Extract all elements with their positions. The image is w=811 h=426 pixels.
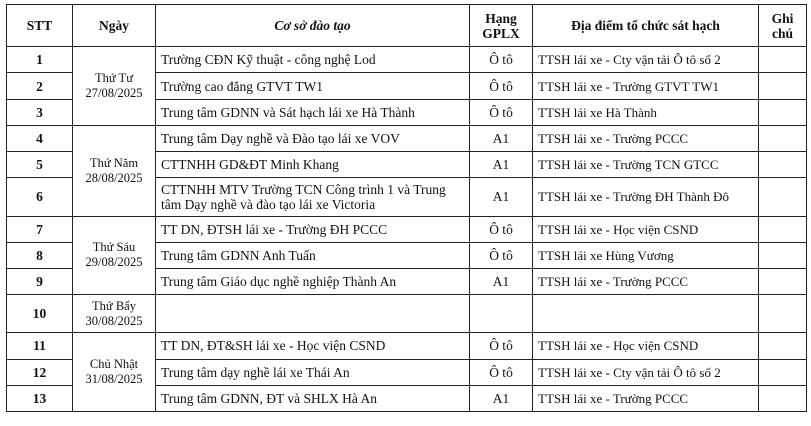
row-hang: A1: [470, 178, 533, 216]
row-dia-diem: TTSH lái xe - Học viện CSND: [533, 216, 759, 242]
row-co-so: CTTNHH MTV Trường TCN Công trình 1 và Trung tâm Dạy nghề và đào tạo lái xe Victoria: [156, 178, 470, 216]
row-stt: 4: [7, 125, 73, 151]
row-co-so: Trung tâm GDNN, ĐT và SHLX Hà An: [156, 385, 470, 411]
row-hang: Ô tô: [470, 47, 533, 73]
day-cell: [73, 333, 156, 412]
row-co-so: CTTNHH GD&ĐT Minh Khang: [156, 152, 470, 178]
row-hang: Ô tô: [470, 73, 533, 99]
day-date: 29/08/2025: [85, 255, 143, 270]
row-stt: 12: [7, 359, 73, 385]
row-ghi-chu: [759, 333, 807, 359]
row-co-so: TT DN, ĐTSH lái xe - Trường ĐH PCCC: [156, 216, 470, 242]
row-co-so: Trung tâm GDNN Anh Tuấn: [156, 242, 470, 268]
day-date: 30/08/2025: [85, 313, 143, 328]
row-stt: 11: [7, 333, 73, 359]
row-ghi-chu: [759, 216, 807, 242]
row-dia-diem: TTSH lái xe - Trường PCCC: [533, 125, 759, 151]
row-ghi-chu: [759, 125, 807, 151]
row-ghi-chu: [759, 73, 807, 99]
row-ghi-chu: [759, 359, 807, 385]
day-weekday: Thứ Tư: [95, 71, 133, 86]
table-row: [7, 295, 807, 333]
row-stt: 10: [7, 295, 73, 333]
row-dia-diem: TTSH lái xe - Cty vận tải Ô tô số 2: [533, 359, 759, 385]
header-ghi-chu: [759, 5, 807, 47]
exam-schedule-table: [6, 4, 807, 412]
day-date: 31/08/2025: [85, 372, 143, 387]
row-co-so: Trung tâm Giáo dục nghề nghiệp Thành An: [156, 268, 470, 294]
row-ghi-chu: [759, 242, 807, 268]
table-header-row: [7, 5, 807, 47]
row-ghi-chu: [759, 99, 807, 125]
day-date: 27/08/2025: [85, 86, 143, 101]
row-hang: Ô tô: [470, 242, 533, 268]
row-stt: 7: [7, 216, 73, 242]
row-hang: A1: [470, 268, 533, 294]
header-ghi-chu-line2: chú: [771, 25, 793, 41]
row-hang: Ô tô: [470, 359, 533, 385]
row-stt: 3: [7, 99, 73, 125]
row-stt: 1: [7, 47, 73, 73]
row-stt: 2: [7, 73, 73, 99]
row-co-so: Trường CĐN Kỹ thuật - công nghệ Lod: [156, 47, 470, 73]
table-row: [7, 216, 807, 242]
row-ghi-chu: [759, 295, 807, 333]
table-row: [7, 47, 807, 73]
day-cell: [73, 295, 156, 333]
header-hang: [470, 5, 533, 47]
row-dia-diem: TTSH lái xe - Trường PCCC: [533, 385, 759, 411]
day-cell: [73, 125, 156, 216]
row-co-so: Trung tâm Dạy nghề và Đào tạo lái xe VOV: [156, 125, 470, 151]
day-cell: [73, 47, 156, 126]
row-stt: 9: [7, 268, 73, 294]
header-ngay: Ngày: [73, 5, 156, 47]
row-dia-diem: TTSH lái xe - Học viện CSND: [533, 333, 759, 359]
row-dia-diem: TTSH lái xe - Trường GTVT TW1: [533, 73, 759, 99]
row-dia-diem: TTSH lái xe - Cty vận tải Ô tô số 2: [533, 47, 759, 73]
row-dia-diem: TTSH lái xe - Trường TCN GTCC: [533, 152, 759, 178]
header-hang-line2: GPLX: [482, 25, 520, 41]
row-hang: [470, 295, 533, 333]
row-dia-diem: TTSH lái xe - Trường ĐH Thành Đô: [533, 178, 759, 216]
row-stt: 6: [7, 178, 73, 216]
day-cell: [73, 216, 156, 295]
row-hang: A1: [470, 125, 533, 151]
row-stt: 5: [7, 152, 73, 178]
row-co-so: Trường cao đẳng GTVT TW1: [156, 73, 470, 99]
day-weekday: Chủ Nhật: [89, 357, 139, 372]
row-co-so: TT DN, ĐT&SH lái xe - Học viện CSND: [156, 333, 470, 359]
row-dia-diem: TTSH lái xe - Trường PCCC: [533, 268, 759, 294]
row-hang: A1: [470, 385, 533, 411]
day-date: 28/08/2025: [85, 170, 143, 185]
table-row: [7, 333, 807, 359]
row-hang: Ô tô: [470, 216, 533, 242]
day-weekday: Thứ Sáu: [92, 240, 136, 255]
row-ghi-chu: [759, 268, 807, 294]
row-ghi-chu: [759, 47, 807, 73]
row-dia-diem: TTSH lái xe Hà Thành: [533, 99, 759, 125]
row-dia-diem: TTSH lái xe Hùng Vương: [533, 242, 759, 268]
row-hang: Ô tô: [470, 333, 533, 359]
day-weekday: Thứ Năm: [89, 155, 139, 170]
row-stt: 8: [7, 242, 73, 268]
row-co-so: Trung tâm GDNN và Sát hạch lái xe Hà Thành: [156, 99, 470, 125]
table-row: [7, 125, 807, 151]
header-hang-line1: Hạng: [485, 10, 517, 26]
row-ghi-chu: [759, 385, 807, 411]
row-dia-diem: [533, 295, 759, 333]
day-weekday: Thứ Bẩy: [92, 298, 136, 313]
row-co-so: [156, 295, 470, 333]
row-co-so: Trung tâm dạy nghề lái xe Thái An: [156, 359, 470, 385]
header-co-so: Cơ sở đào tạo: [156, 5, 470, 47]
header-ghi-chu-line1: Ghi: [771, 10, 794, 26]
row-ghi-chu: [759, 178, 807, 216]
header-stt: STT: [7, 5, 73, 47]
row-stt: 13: [7, 385, 73, 411]
row-hang: A1: [470, 152, 533, 178]
row-hang: Ô tô: [470, 99, 533, 125]
header-dia-diem: Địa điểm tổ chức sát hạch: [533, 5, 759, 47]
row-ghi-chu: [759, 152, 807, 178]
